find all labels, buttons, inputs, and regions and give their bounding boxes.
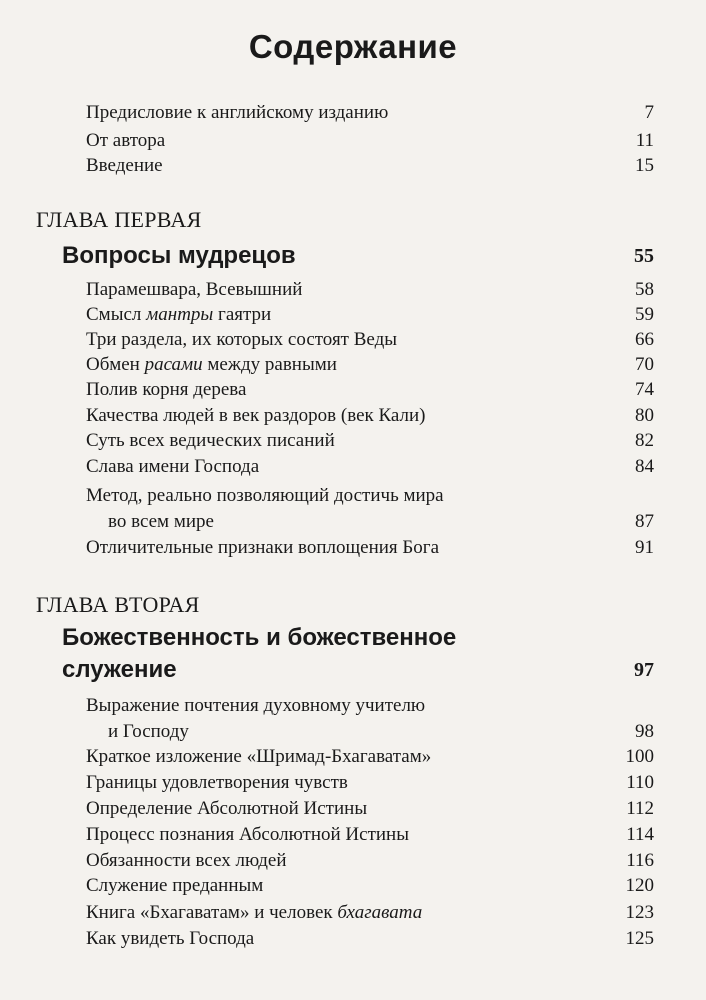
toc-entry: Краткое изложение «Шримад-Бхагаватам» 100 bbox=[86, 746, 654, 767]
entry-title: Предисловие к английскому изданию bbox=[86, 102, 389, 123]
toc-entry: Выражение почтения духовному учителю bbox=[86, 695, 426, 716]
toc-entry: Метод, реально позволяющий достичь мира bbox=[86, 485, 444, 506]
entry-title: Введение bbox=[86, 155, 163, 176]
toc-entry: Как увидеть Господа 125 bbox=[86, 928, 654, 949]
toc-entry: Качества людей в век раздоров (век Кали) 80 bbox=[86, 405, 654, 426]
toc-entry bbox=[86, 100, 654, 125]
page-title: Содержание bbox=[248, 28, 458, 65]
chapter-heading: Вопросы мудрецов 55 bbox=[62, 240, 654, 272]
entry-page: 15 bbox=[635, 155, 654, 176]
entry-page: 11 bbox=[635, 130, 654, 151]
toc-entry: Слава имени Господа 84 bbox=[86, 456, 654, 477]
toc-entry: и Господу 98 bbox=[108, 721, 654, 742]
toc-entry: Полив корня дерева 74 bbox=[86, 379, 654, 400]
toc-entry bbox=[86, 128, 654, 153]
chapter-label: ГЛАВА ВТОРАЯ bbox=[36, 592, 200, 617]
toc-entry: Границы удовлетворения чувств 110 bbox=[86, 772, 654, 793]
toc-entry: Служение преданным 120 bbox=[86, 875, 654, 896]
toc-entry: Процесс познания Абсолютной Истины 114 bbox=[86, 824, 654, 845]
chapter-label: ГЛАВА ПЕРВАЯ bbox=[36, 207, 202, 232]
chapter-heading: служение 97 bbox=[62, 654, 654, 686]
toc-entry: Обязанности всех людей 116 bbox=[86, 850, 654, 871]
toc-entry: Книга «Бхагаватам» и человек бхагавата 123 bbox=[86, 902, 654, 923]
toc-entry: Смысл мантры гаятри 59 bbox=[86, 304, 654, 325]
toc-entry: Парамешвара, Всевышний 58 bbox=[86, 279, 654, 300]
toc-entry: во всем мире 87 bbox=[108, 511, 654, 532]
toc-entry: Обмен расами между равными 70 bbox=[86, 354, 654, 375]
toc-entry: Три раздела, их которых состоят Веды 66 bbox=[86, 329, 654, 350]
toc-entry: Определение Абсолютной Истины 112 bbox=[86, 798, 654, 819]
chapter-heading: Божественность и божественное bbox=[62, 624, 457, 651]
entry-title: От автора bbox=[86, 130, 166, 151]
toc-entry bbox=[86, 153, 654, 178]
entry-page: 7 bbox=[644, 102, 654, 123]
toc-entry: Суть всех ведических писаний 82 bbox=[86, 430, 654, 451]
toc-entry: Отличительные признаки воплощения Бога 91 bbox=[86, 537, 654, 558]
entry-page: 55 bbox=[634, 245, 654, 267]
entry-page: 97 bbox=[634, 659, 654, 681]
